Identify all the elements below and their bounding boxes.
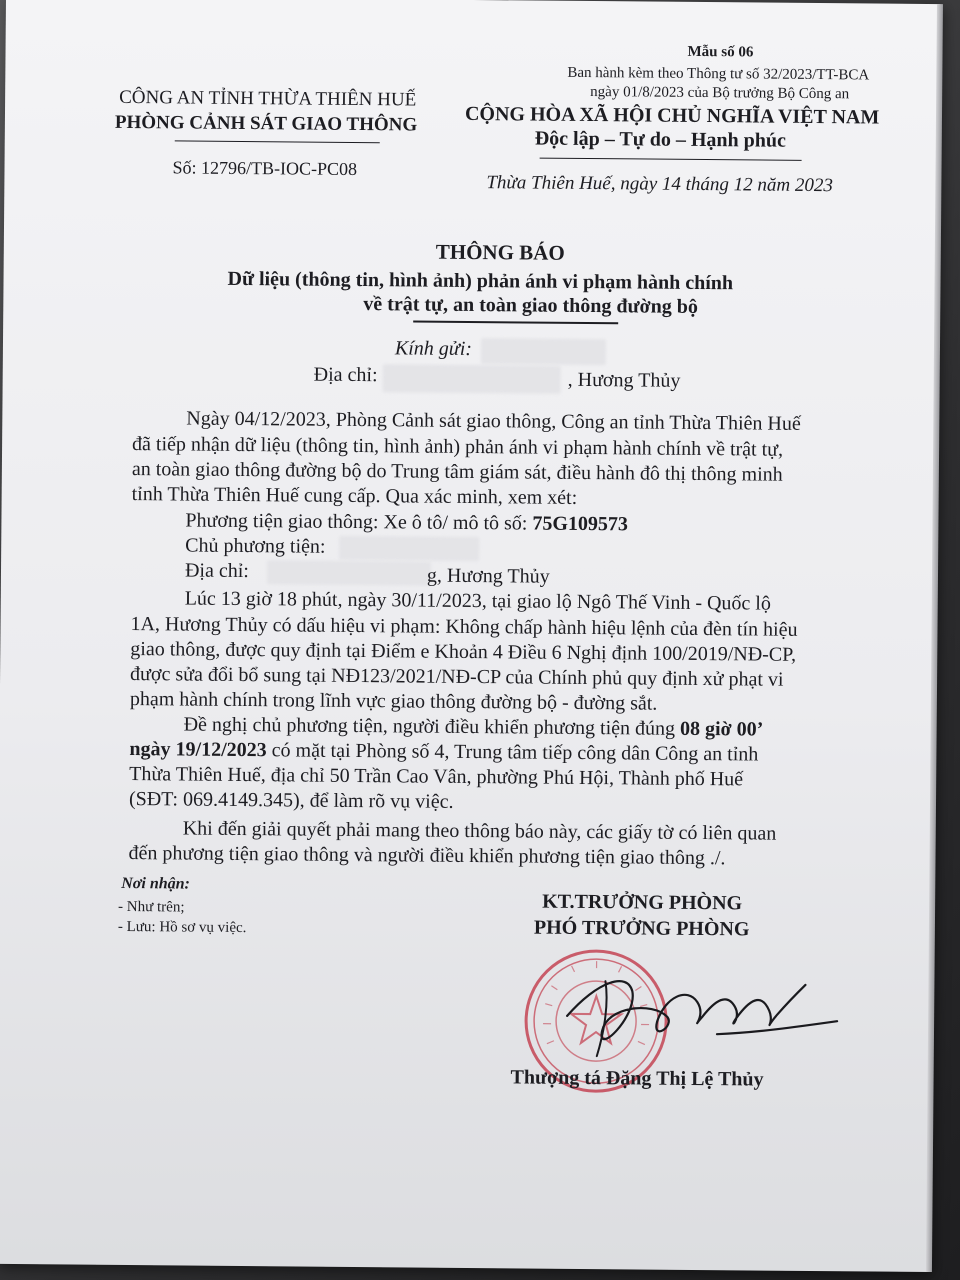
issued-with-line-1: Ban hành kèm theo Thông tư số 32/2023/TT-BCA <box>567 64 870 84</box>
owner-label: Chủ phương tiện: <box>185 534 326 558</box>
document-subtitle-1: Dữ liệu (thông tin, hình ảnh) phản ánh vi phạm hành chính <box>227 267 734 295</box>
national-motto: Độc lập – Tự do – Hạnh phúc <box>534 127 787 152</box>
issued-with-line-2: ngày 01/8/2023 của Bộ trưởng Bộ Công an <box>590 84 850 103</box>
paragraph-3-line-4: (SĐT: 069.4149.345), để làm rõ vụ việc. <box>128 788 454 813</box>
document-title: THÔNG BÁO <box>435 239 565 265</box>
parent-agency: CÔNG AN TỈNH THỪA THIÊN HUẾ <box>119 86 417 111</box>
paragraph-3-line-3: Thừa Thiên Huế, địa chỉ 50 Trần Cao Vân, phường Phú Hội, Thành phố Huế <box>129 763 744 791</box>
paragraph-2-line-4: được sửa đổi bổ sung tại NĐ123/2021/NĐ-CP của Chính phủ quy định xử phạt vi <box>130 663 784 691</box>
paragraph-2-line-3: giao thông, được quy định tại Điểm e Khoản 4 Điều 6 Nghị định 100/2019/NĐ-CP, <box>130 638 797 666</box>
place-and-date: Thừa Thiên Huế, ngày 14 tháng 12 năm 2023 <box>486 172 834 197</box>
appointment-date: ngày 19/12/2023 <box>129 738 267 762</box>
paragraph-2-line-5: phạm hành chính trong lĩnh vực giao thông đường bộ - đường sắt. <box>129 688 658 715</box>
redacted-owner-address <box>267 560 431 585</box>
document-subtitle-2: về trật tự, an toàn giao thông đường bộ <box>363 293 698 318</box>
signer-name: Thượng tá Đặng Thị Lệ Thủy <box>510 1066 764 1091</box>
redacted-owner-name <box>339 536 479 561</box>
owner-address-tail: g, Hương Thủy <box>426 564 550 588</box>
recipient-address-label: Địa chỉ: <box>313 363 378 387</box>
agency-underline <box>175 140 380 143</box>
form-number: Mẫu số 06 <box>687 43 754 61</box>
signatory-title-2: PHÓ TRƯỞNG PHÒNG <box>533 916 750 941</box>
paragraph-3-line-2-rest: có mặt tại Phòng số 4, Trung tâm tiếp công dân Công an tỉnh <box>266 739 759 766</box>
paragraph-1-line-3: an toàn giao thông đường bộ do Trung tâm giám sát, điều hành đô thị thông minh <box>131 458 783 486</box>
national-title: CỘNG HÒA XÃ HỘI CHỦ NGHĨA VIỆT NAM <box>464 102 880 129</box>
paragraph-2-line-1: Lúc 13 giờ 18 phút, ngày 30/11/2023, tại giao lộ Ngô Thế Vinh - Quốc lộ <box>184 587 772 615</box>
vehicle-plate: 75G109573 <box>532 512 629 536</box>
signatory-title-1: KT.TRƯỞNG PHÒNG <box>542 890 743 915</box>
redacted-recipient-name <box>481 338 606 365</box>
owner-address-label: Địa chỉ: <box>184 559 249 583</box>
title-underline <box>413 320 618 324</box>
recipients-label: Nơi nhận: <box>121 874 190 893</box>
paragraph-3-start: Đề nghị chủ phương tiện, người điều khiển phương tiện đúng <box>183 713 681 740</box>
vehicle-line <box>185 510 628 537</box>
issuing-agency: PHÒNG CẢNH SÁT GIAO THÔNG <box>114 111 418 136</box>
signature-icon <box>557 961 848 1074</box>
paragraph-1-line-1: Ngày 04/12/2023, Phòng Cảnh sát giao thông, Công an tỉnh Thừa Thiên Huế <box>186 407 801 435</box>
motto-underline <box>540 158 802 161</box>
paragraph-4-line-1: Khi đến giải quyết phải mang theo thông báo này, các giấy tờ có liên quan <box>182 817 777 845</box>
recipient-greeting: Kính gửi: <box>394 337 473 361</box>
paragraph-1-line-2: đã tiếp nhận dữ liệu (thông tin, hình ảnh) phản ánh vi phạm hành chính về trật tự, <box>132 433 784 461</box>
recipients-item: - Lưu: Hồ sơ vụ việc. <box>117 918 247 937</box>
recipients-item: - Như trên; <box>118 898 185 916</box>
recipient-address-tail: , Hương Thủy <box>567 368 681 392</box>
paragraph-4-line-2: đến phương tiện giao thông và người điều khiển phương tiện giao thông ./. <box>128 842 726 870</box>
paragraph-3-line-2 <box>129 738 758 766</box>
paragraph-1-line-4: tỉnh Thừa Thiên Huế cung cấp. Qua xác minh, xem xét: <box>131 483 578 509</box>
appointment-time: 08 giờ 00’ <box>679 717 764 741</box>
paragraph-2-line-2: 1A, Hương Thủy có dấu hiệu vi phạm: Không chấp hành hiệu lệnh của đèn tín hiệu <box>130 613 798 641</box>
vehicle-label: Phương tiện giao thông: Xe ô tô/ mô tô số: <box>185 509 533 535</box>
redacted-recipient-address <box>383 364 561 394</box>
document-number: Số: 12796/TB-IOC-PC08 <box>172 157 358 179</box>
paragraph-3-line-1 <box>184 714 764 742</box>
